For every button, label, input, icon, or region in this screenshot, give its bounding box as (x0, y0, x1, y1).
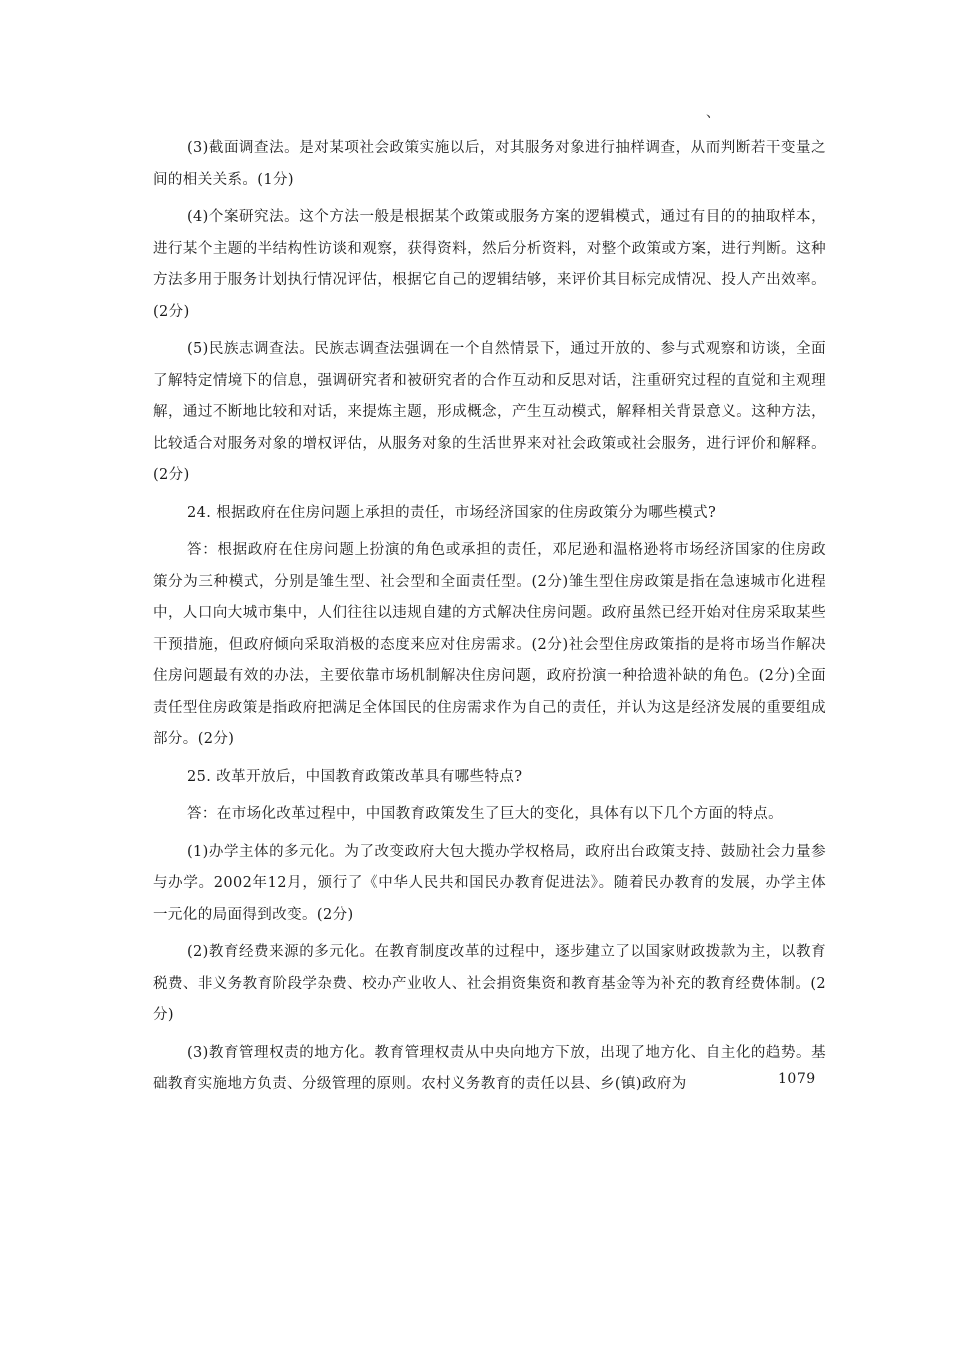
answer-25-point-3: (3)教育管理权责的地方化。教育管理权责从中央向地方下放，出现了地方化、自主化的趋势。基础教育实施地方负责、分级管理的原则。农村义务教育的责任以县、乡(镇)政府为 (153, 1044, 826, 1092)
stray-mark: 、 (706, 105, 720, 121)
answer-24: 答：根据政府在住房问题上扮演的角色或承担的责任，邓尼逊和温格逊将市场经济国家的住房政策分为三种模式，分别是雏生型、社会型和全面责任型。(2分)雏生型住房政策是指在急速城市化进程中，人口向大城市集中，人们往往以违规自建的方式解决住房问题。政府虽然已经开始对住房采取某些干预措施，但政府倾向采取消极的态度来应对住房需求。(2分)社会型住房政策指的是将市场当作解决住房问题最有效的办法，主要依靠市场机制解决住房问题，政府扮演一种拾遗补缺的角色。(2分)全面责任型住房政策是指政府把满足全体国民的住房需求作为自己的责任，并认为这是经济发展的重要组成部分。(2分) (153, 542, 826, 747)
answer-25-point-1: (1)办学主体的多元化。为了改变政府大包大揽办学权格局，政府出台政策支持、鼓励社会力量参与办学。2002年12月，颁行了《中华人民共和国民办教育促进法》。随着民办教育的发展，办学主体一元化的局面得到改变。(2分) (153, 843, 826, 923)
question-24: 24. 根据政府在住房问题上承担的责任，市场经济国家的住房政策分为哪些模式? (187, 504, 717, 521)
answer-25-intro: 答：在市场化改革过程中，中国教育政策发生了巨大的变化，具体有以下几个方面的特点。 (187, 806, 783, 822)
paragraph-ethnography: (5)民族志调查法。民族志调查法强调在一个自然情景下，通过开放的、参与式观察和访谈，全面了解特定情境下的信息，强调研究者和被研究者的合作互动和反思对话，注重研究过程的直觉和主观理解，通过不断地比较和对话，来提炼主题，形成概念，产生互动模式，解释相关背景意义。这种方法，比较适合对服务对象的增权评估，从服务对象的生活世界来对社会政策或社会服务，进行评价和解释。(2分) (153, 341, 826, 483)
paragraph-case-study: (4)个案研究法。这个方法一般是根据某个政策或服务方案的逻辑模式，通过有目的的抽取样本，进行某个主题的半结构性访谈和观察，获得资料，然后分析资料，对整个政策或方案，进行判断。这种方法多用于服务计划执行情况评估，根据它自己的逻辑结够，来评价其目标完成情况、投人产出效率。(2分) (153, 209, 826, 320)
question-25: 25. 改革开放后，中国教育政策改革具有哪些特点? (187, 768, 523, 785)
paragraph-cross-section-survey: (3)截面调查法。是对某项社会政策实施以后，对其服务对象进行抽样调查，从而判断若干变量之间的相关关系。(1分) (153, 140, 826, 188)
document-body (153, 133, 826, 1107)
page-number: 1079 (778, 1071, 816, 1087)
answer-25-point-2: (2)教育经费来源的多元化。在教育制度改革的过程中，逐步建立了以国家财政拨款为主，以教育税费、非义务教育阶段学杂费、校办产业收人、社会捐资集资和教育基金等为补充的教育经费体制。(2分) (153, 944, 826, 1023)
